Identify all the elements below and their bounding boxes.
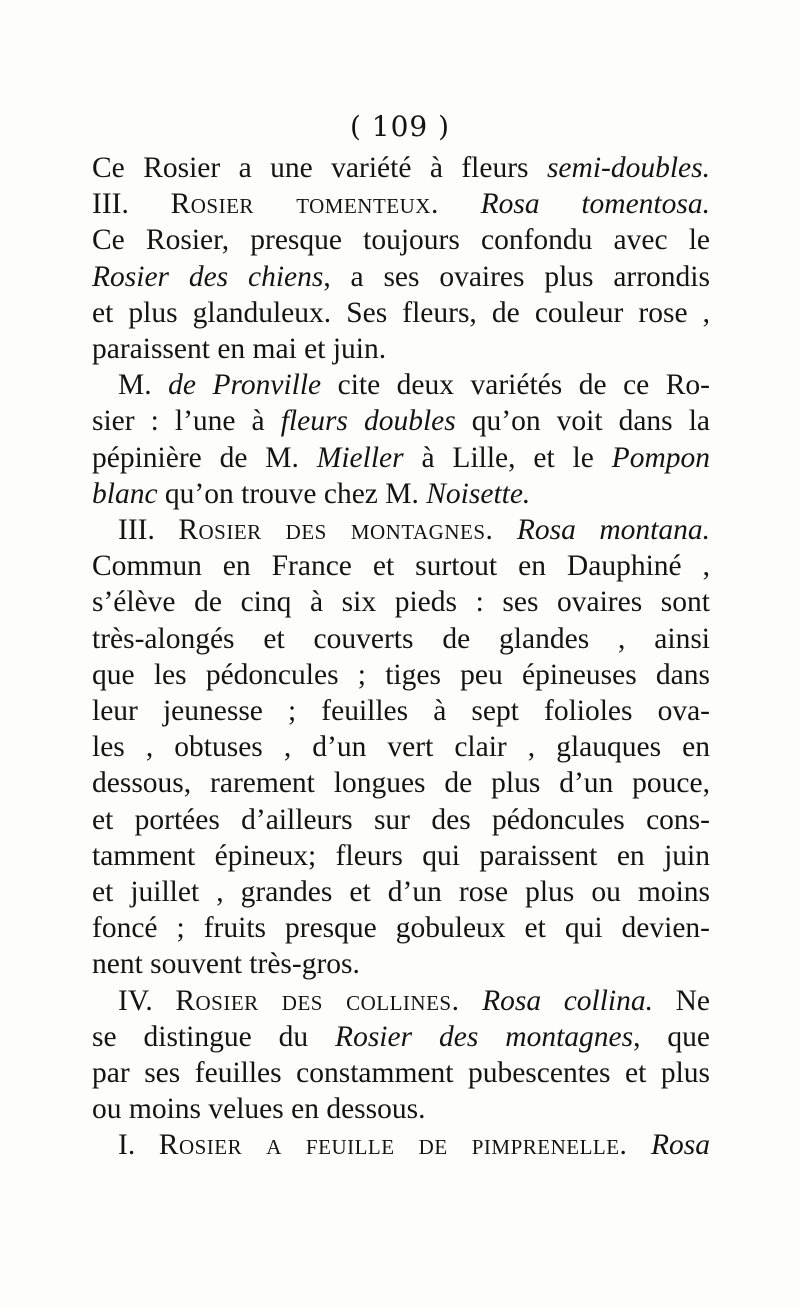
text-run: III. (92, 188, 171, 221)
italic-run: fleurs doubles (280, 405, 456, 438)
text-run: très-alongés et couverts de glandes , ainsi (92, 622, 710, 655)
text-line (92, 584, 710, 620)
text-line (92, 1127, 710, 1163)
text-line (92, 1019, 710, 1055)
text-line (92, 512, 710, 548)
italic-run: de Pronville (168, 369, 322, 402)
text-run: III. (118, 514, 179, 547)
text-run: à Lille, et le (403, 441, 612, 474)
italic-run: Rosa collina. (482, 984, 653, 1017)
text-line (92, 150, 710, 186)
text-run: et portées d’ailleurs sur des pédoncules cons- (92, 803, 710, 836)
text-run: I. (118, 1129, 159, 1162)
text-run (439, 188, 481, 220)
text-run: paraissent en mai et juin. (92, 333, 387, 366)
text-line (92, 222, 710, 258)
text-run: Ce Rosier a une variété à fleurs (92, 152, 547, 184)
text-line (92, 765, 710, 801)
text-run: foncé ; fruits presque gobuleux et qui devien- (92, 912, 710, 945)
text-run: se distingue du (92, 1020, 336, 1053)
italic-run: Rosier des chiens (92, 260, 324, 293)
text-run: nent souvent très-gros. (92, 948, 360, 981)
text-run (493, 514, 517, 546)
page-number: ( 109 ) (349, 110, 451, 143)
text-line (92, 621, 710, 657)
text-run: sier : l’une à (92, 405, 281, 438)
text-run: dessous, rarement longues de plus d’un pouce, (92, 767, 710, 800)
text-line (92, 910, 710, 946)
text-line (92, 548, 710, 584)
text-line (92, 729, 710, 765)
text-line (92, 259, 710, 295)
italic-run: Rosa (651, 1129, 711, 1162)
italic-run: Rosier des montagnes (335, 1020, 634, 1053)
text-run: tamment épineux; fleurs qui paraissent en juin (92, 839, 710, 872)
text-run: qu’on trouve chez M. (157, 477, 427, 510)
italic-run: Noisette. (426, 477, 531, 510)
text-run (627, 1129, 651, 1161)
text-line (92, 657, 710, 693)
italic-run: Rosa montana. (516, 514, 710, 547)
text-line (92, 838, 710, 874)
text-run: et juillet , grandes et d’un rose plus ou moins (92, 876, 710, 909)
text-line (92, 874, 710, 910)
text-line (92, 476, 710, 512)
text-line (92, 403, 710, 439)
small-caps-run: Rosier des collines. (175, 984, 460, 1017)
text-line (92, 295, 710, 331)
small-caps-run: Rosier tomenteux. (170, 188, 439, 221)
text-run: Commun en France et surtout en Dauphiné , (92, 550, 710, 583)
text-run: que les pédoncules ; tiges peu épineuses dans (92, 658, 710, 691)
small-caps-run: Rosier a feuille de pimprenelle. (158, 1129, 628, 1162)
text-run: et plus glanduleux. Ses fleurs, de couleur rose , (92, 296, 710, 329)
text-run: leur jeunesse ; feuilles à sept folioles ova- (92, 695, 710, 728)
text-line (92, 440, 710, 476)
text-run: s’élève de cinq à six pieds : ses ovaires sont (92, 586, 710, 619)
text-line (92, 331, 710, 367)
italic-run: Mieller (316, 441, 404, 474)
text-line (92, 946, 710, 982)
italic-run: semi-doubles. (546, 152, 710, 184)
text-line (92, 983, 710, 1019)
text-run: Ne (653, 984, 711, 1017)
italic-run: Rosa tomentosa. (480, 188, 710, 221)
text-run: par ses feuilles constamment pubescentes et plus (92, 1057, 710, 1090)
text-line (92, 367, 710, 403)
text-run: pépinière de M. (92, 441, 317, 474)
text-run: M. (118, 369, 169, 402)
text-run: IV. (118, 984, 176, 1017)
text-line (92, 1091, 710, 1127)
text-run: les , obtuses , d’un vert clair , glauques en (92, 731, 710, 764)
text-line (92, 1055, 710, 1091)
body-text (92, 150, 710, 1164)
text-run (459, 985, 482, 1017)
text-run: qu’on voit dans la (455, 405, 710, 438)
text-run: cite deux variétés de ce Ro- (321, 369, 710, 402)
small-caps-run: Rosier des montagnes. (178, 514, 494, 547)
text-run: , que (633, 1020, 710, 1053)
italic-run: Pompon (611, 441, 710, 474)
italic-run: blanc (92, 477, 158, 510)
text-line (92, 186, 710, 222)
text-run: , a ses ovaires plus arrondis (323, 260, 710, 293)
text-run: Ce Rosier, presque toujours confondu avec le (92, 224, 710, 257)
text-line (92, 693, 710, 729)
text-line (92, 802, 710, 838)
text-run: ou moins velues en dessous. (92, 1093, 426, 1126)
